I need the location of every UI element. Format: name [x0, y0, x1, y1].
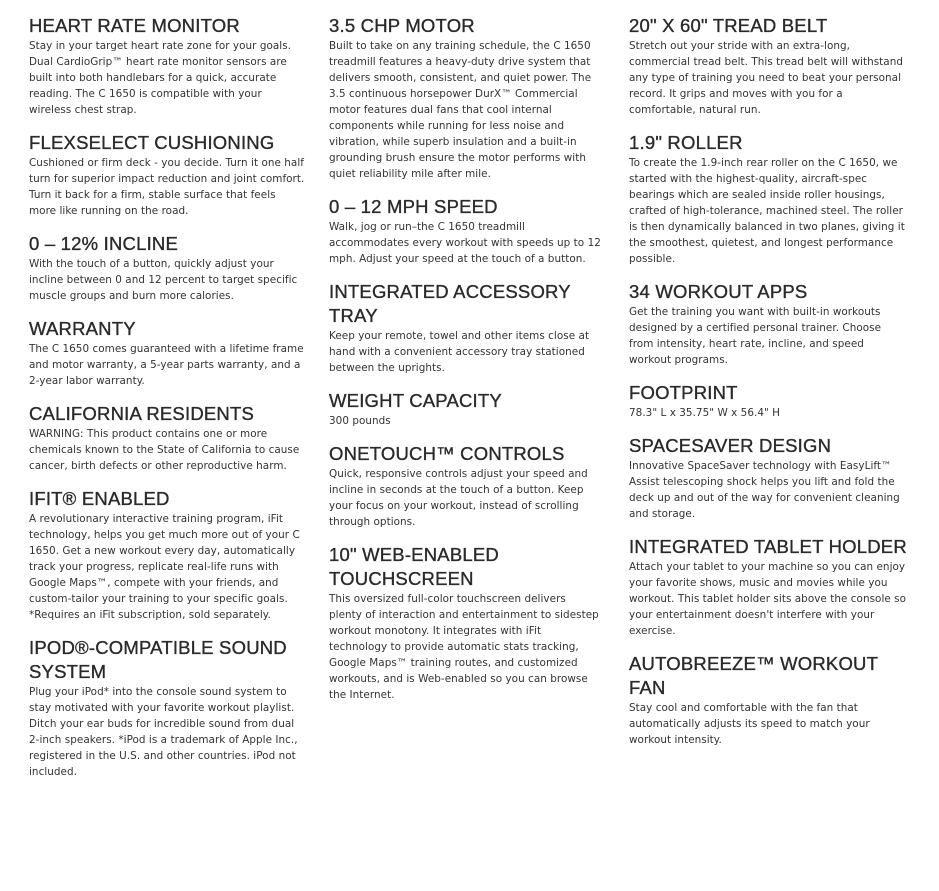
feature-description: Attach your tablet to your machine so you can enjoy your favorite shows, music and movies while you workout. This tablet holder sits above the console so your entertainment doesn't interfere with your exercise.: [629, 561, 907, 637]
feature-description: Innovative SpaceSaver technology with EasyLift™ Assist telescoping shock helps you lift and fold the deck up and out of the way for convenient cleaning and storage.: [629, 460, 900, 520]
feature-description: To create the 1.9-inch rear roller on the C 1650, we started with the highest-quality, aircraft-spec bearings which are sealed inside roller housings, crafted of high-tolerance, machined steel. The roller is then dynamically balanced in two planes, giving it the smoothest, quietest, and longest performance possible.: [629, 157, 905, 265]
feature-title: WEIGHT CAPACITY: [329, 390, 502, 411]
feature-column-1: [29, 14, 305, 793]
feature-title: IFIT® ENABLED: [29, 488, 170, 509]
feature-title: IPOD®-COMPATIBLE SOUND SYSTEM: [29, 637, 287, 682]
feature-heart-rate-monitor: [29, 14, 305, 118]
feature-tablet-holder: [629, 535, 907, 639]
feature-title: WARRANTY: [29, 318, 136, 339]
feature-description: Plug your iPod* into the console sound system to stay motivated with your favorite workout playlist. Ditch your ear buds for incredible sound from dual 2-inch speakers. *iPod is a trademark of Apple Inc., registered in the U.S. and other countries. iPod not included.: [29, 686, 298, 778]
feature-description: 300 pounds: [329, 415, 391, 427]
feature-description: 78.3" L x 35.75" W x 56.4" H: [629, 407, 781, 419]
feature-description: Get the training you want with built-in workouts designed by a certified personal trainer. Choose from intensity, heart rate, incline, and speed workout programs.: [629, 306, 882, 366]
feature-description: The C 1650 comes guaranteed with a lifetime frame and motor warranty, a 5-year parts warranty, and a 2-year labor warranty.: [29, 343, 304, 387]
feature-description: Stretch out your stride with an extra-long, commercial tread belt. This tread belt will withstand any type of training you need to beat your personal record. It grips and moves with you for a comfortable, natural run.: [629, 40, 903, 116]
feature-ipod-sound-system: [29, 636, 305, 780]
feature-chp-motor: [329, 14, 601, 182]
feature-description: Walk, jog or run–the C 1650 treadmill accommodates every workout with speeds up to 12 mph. Adjust your speed at the touch of a button.: [329, 221, 601, 265]
feature-california-residents: [29, 402, 305, 474]
feature-workout-apps: [629, 280, 907, 368]
feature-ifit-enabled: [29, 487, 305, 623]
feature-incline: [29, 232, 305, 304]
feature-title: FOOTPRINT: [629, 382, 738, 403]
feature-title: FLEXSELECT CUSHIONING: [29, 132, 275, 153]
feature-accessory-tray: [329, 280, 601, 376]
feature-description: This oversized full-color touchscreen delivers plenty of interaction and entertainment to sidestep workout monotony. It integrates with iFit technology to provide automatic stats tracking, Google Maps™ training routes, and customized workouts, and is Web-enabled so you can browse the Internet.: [329, 593, 599, 701]
feature-description: Keep your remote, towel and other items close at hand with a convenient accessory tray stationed between the uprights.: [329, 330, 590, 374]
feature-title: 20" X 60" TREAD BELT: [629, 15, 828, 36]
feature-title: INTEGRATED TABLET HOLDER: [629, 536, 907, 557]
feature-column-3: [629, 14, 907, 761]
feature-roller: [629, 131, 907, 267]
feature-title: ONETOUCH™ CONTROLS: [329, 443, 565, 464]
feature-description: With the touch of a button, quickly adjust your incline between 0 and 12 percent to target specific muscle groups and burn more calories.: [29, 258, 298, 302]
feature-speed: [329, 195, 601, 267]
feature-onetouch-controls: [329, 442, 601, 530]
feature-title: 0 – 12 MPH SPEED: [329, 196, 498, 217]
feature-description: Quick, responsive controls adjust your speed and incline in seconds at the touch of a button. Keep your focus on your workout, instead of scrolling through options.: [329, 468, 588, 528]
feature-title: CALIFORNIA RESIDENTS: [29, 403, 255, 424]
feature-spacesaver-design: [629, 434, 907, 522]
feature-description: Built to take on any training schedule, the C 1650 treadmill features a heavy-duty drive system that delivers smooth, consistent, and quiet power. The 3.5 continuous horsepower DurX™ Commercial motor features dual fans that cool internal components while running for less noise and vibration, while superb insulation and a built-in grounding brush ensure the motor performs with quiet reliability mile after mile.: [329, 40, 592, 180]
feature-title: AUTOBREEZE™ WORKOUT FAN: [629, 653, 878, 698]
feature-tread-belt: [629, 14, 907, 118]
feature-title: SPACESAVER DESIGN: [629, 435, 832, 456]
feature-title: 34 WORKOUT APPS: [629, 281, 808, 302]
feature-title: 1.9" ROLLER: [629, 132, 743, 153]
feature-title: INTEGRATED ACCESSORY TRAY: [329, 281, 571, 326]
feature-title: 0 – 12% INCLINE: [29, 233, 179, 254]
feature-description: Stay cool and comfortable with the fan that automatically adjusts its speed to match your workout intensity.: [629, 702, 870, 746]
feature-title: HEART RATE MONITOR: [29, 15, 240, 36]
feature-footprint: [629, 381, 907, 421]
feature-description: Stay in your target heart rate zone for your goals. Dual CardioGrip™ heart rate monitor sensors are built into both handlebars for a quick, accurate reading. The C 1650 is compatible with your wireless chest strap.: [29, 40, 292, 116]
feature-column-2: [329, 14, 601, 716]
feature-title: 3.5 CHP MOTOR: [329, 15, 475, 36]
feature-touchscreen: [329, 543, 601, 703]
feature-warranty: [29, 317, 305, 389]
feature-autobreeze-fan: [629, 652, 907, 748]
feature-description: A revolutionary interactive training program, iFit technology, helps you get much more out of your C 1650. Get a new workout every day, automatically track your progress, replicate real-life runs with Google Maps™, compete with your friends, and custom-tailor your training to your specific goals. *Requires an iFit subscription, sold separately.: [29, 513, 300, 621]
feature-flexselect-cushioning: [29, 131, 305, 219]
feature-description: WARNING: This product contains one or more chemicals known to the State of California to cause cancer, birth defects or other reproductive harm.: [29, 428, 300, 472]
feature-description: Cushioned or firm deck - you decide. Turn it one half turn for superior impact reduction and joint comfort. Turn it back for a firm, stable surface that feels more like running on the road.: [29, 157, 305, 217]
feature-weight-capacity: [329, 389, 601, 429]
feature-title: 10" WEB-ENABLED TOUCHSCREEN: [329, 544, 499, 589]
